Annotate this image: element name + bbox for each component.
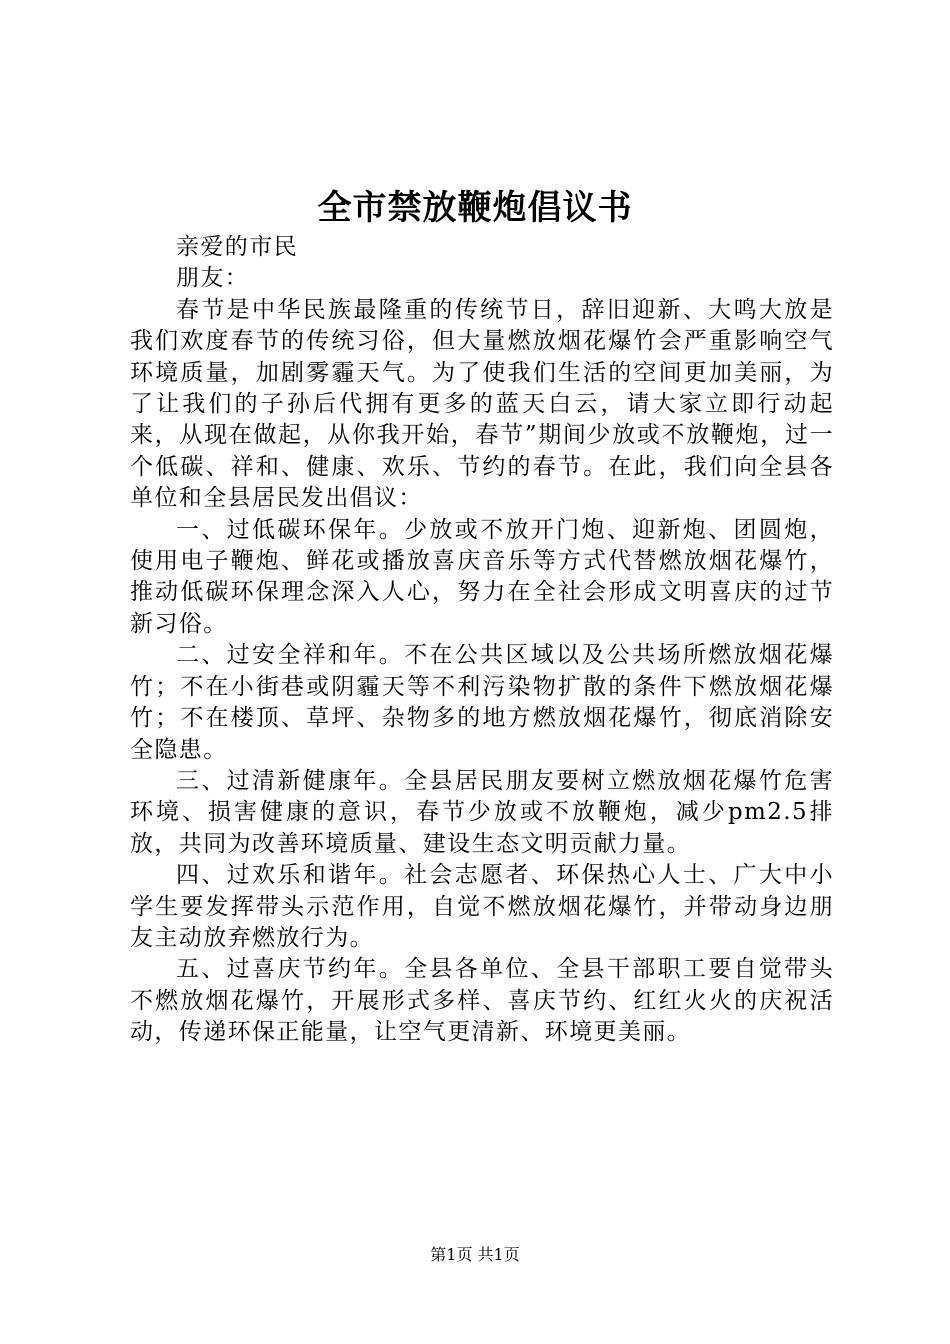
salutation-line-1: 亲爱的市民: [176, 234, 298, 260]
paragraph-item-4: 四、过欢乐和谐年。社会志愿者、环保热心人士、广大中小学生要发挥带头示范作用，自觉不燃放烟花爆竹，并带动身边朋友主动放弃燃放行为。: [130, 862, 834, 951]
salutation-line-2: 朋友：: [176, 265, 250, 292]
paragraph-item-1: 一、过低碳环保年。少放或不放开门炮、迎新炮、团圆炮，使用电子鞭炮、鲜花或播放喜庆音乐等方式代替燃放烟花爆竹，推动低碳环保理念深入人心，努力在全社会形成文明喜庆的过节新习俗。: [130, 516, 834, 637]
document-title: 全市禁放鞭炮倡议书: [317, 188, 633, 228]
paragraph-item-2: 二、过安全祥和年。不在公共区域以及公共场所燃放烟花爆竹；不在小街巷或阴霾天等不利污染物扩散的条件下燃放烟花爆竹；不在楼顶、草坪、杂物多的地方燃放烟花爆竹，彻底消除安全隐患。: [130, 642, 834, 763]
paragraph-item-5: 五、过喜庆节约年。全县各单位、全县干部职工要自觉带头不燃放烟花爆竹，开展形式多样、喜庆节约、红红火火的庆祝活动，传递环保正能量，让空气更清新、环境更美丽。: [130, 956, 834, 1046]
document-body: [130, 232, 834, 1049]
paragraph-intro: 春节是中华民族最隆重的传统节日，辞旧迎新、大鸣大放是我们欢度春节的传统习俗，但大量燃放烟花爆竹会严重影响空气环境质量，加剧雾霾天气。为了使我们生活的空间更加美丽，为了让我们的子孙后代拥有更多的蓝天白云，请大家立即行动起来，从现在做起，从你我开始，春节”期间少放或不放鞭炮，过一个低碳、祥和、健康、欢乐、节约的春节。在此，我们向全县各单位和全县居民发出倡议：: [130, 296, 834, 512]
page-footer: 第1页 共1页: [430, 1245, 520, 1264]
paragraph-item-3: 三、过清新健康年。全县居民朋友要树立燃放烟花爆竹危害环境、损害健康的意识，春节少放或不放鞭炮，减少pm2.5排放，共同为改善环境质量、建设生态文明贡献力量。: [130, 767, 834, 857]
